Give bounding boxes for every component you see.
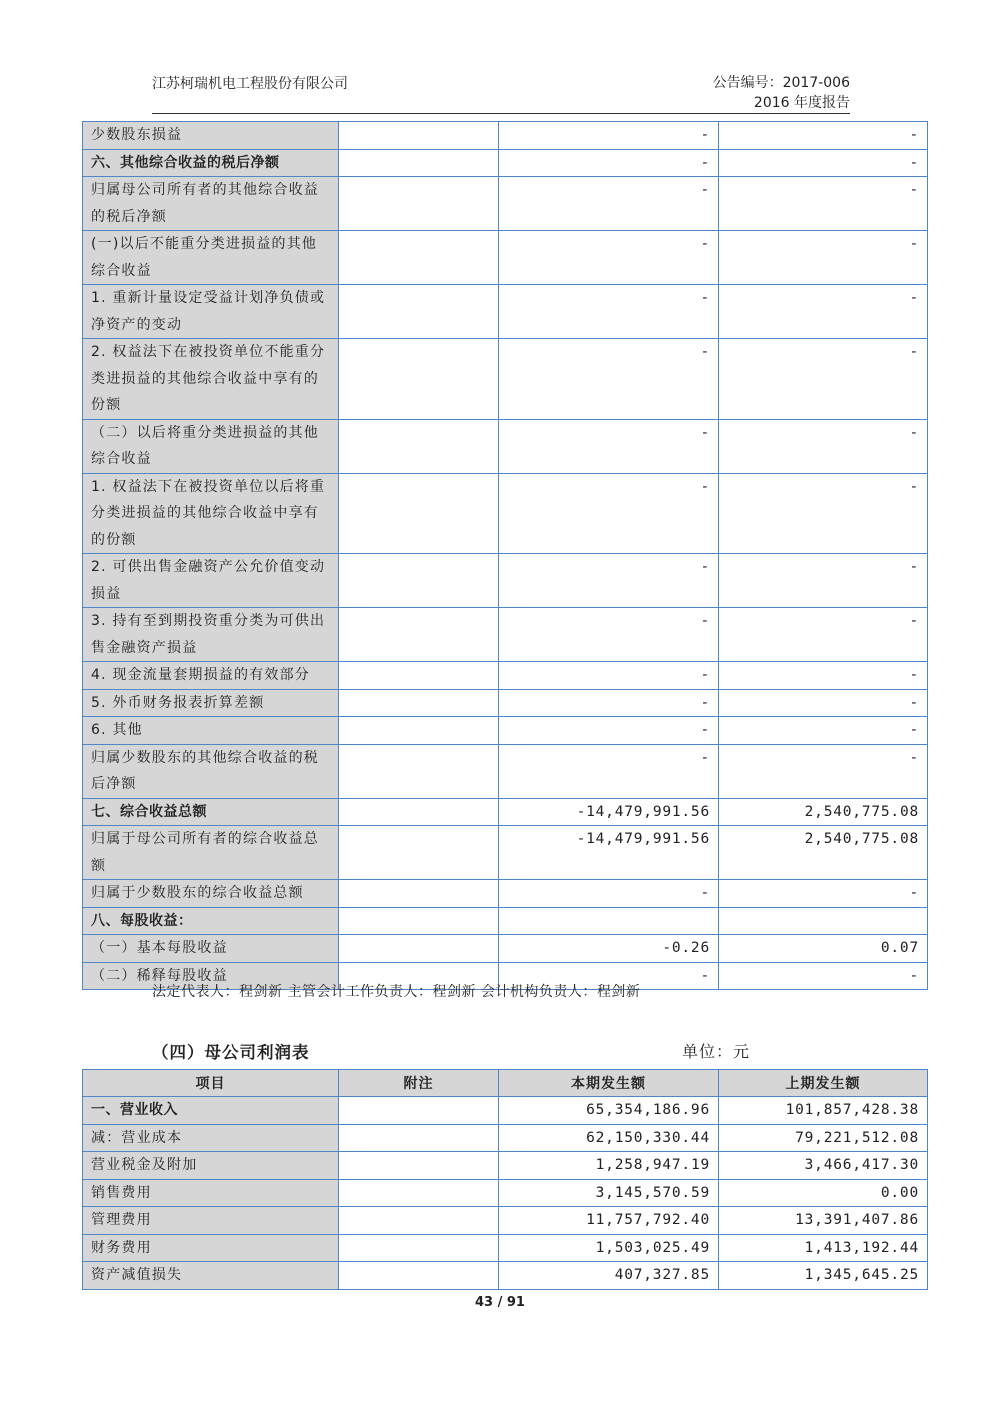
row-label: 少数股东损益: [83, 122, 339, 150]
row-label: （二）稀释每股收益: [83, 962, 339, 990]
row-note: [339, 689, 499, 717]
table-row: [83, 717, 928, 745]
row-note: [339, 339, 499, 420]
unit-label: 单位：元: [682, 1042, 751, 1061]
row-previous-period: -: [719, 231, 928, 285]
row-previous-period: 2,540,775.08: [719, 798, 928, 826]
table-row: [83, 1097, 928, 1125]
row-label: 七、综合收益总额: [83, 798, 339, 826]
row-label: 财务费用: [83, 1234, 339, 1262]
row-note: [339, 177, 499, 231]
signatures-line: 法定代表人：程剑新 主管会计工作负责人：程剑新 会计机构负责人：程剑新: [152, 984, 641, 1000]
row-current-period: -14,479,991.56: [499, 826, 719, 880]
table-row: [83, 1234, 928, 1262]
header-note: 附注: [339, 1070, 499, 1097]
row-previous-period: -: [719, 662, 928, 690]
row-note: [339, 1179, 499, 1207]
table-row: [83, 935, 928, 963]
page-number: 43 / 91: [475, 1295, 525, 1310]
row-previous-period: 2,540,775.08: [719, 826, 928, 880]
row-current-period: -: [499, 149, 719, 177]
row-note: [339, 285, 499, 339]
row-previous-period: -: [719, 285, 928, 339]
company-name: 江苏柯瑞机电工程股份有限公司: [152, 76, 348, 92]
row-label: 5. 外币财务报表折算差额: [83, 689, 339, 717]
row-current-period: [499, 907, 719, 935]
row-current-period: -0.26: [499, 935, 719, 963]
row-note: [339, 149, 499, 177]
row-note: [339, 1152, 499, 1180]
row-current-period: -: [499, 419, 719, 473]
comprehensive-income-table: [82, 121, 928, 990]
row-previous-period: -: [719, 717, 928, 745]
row-current-period: 1,258,947.19: [499, 1152, 719, 1180]
row-current-period: -: [499, 554, 719, 608]
table-row: [83, 285, 928, 339]
row-note: [339, 608, 499, 662]
row-current-period: -: [499, 608, 719, 662]
table-row: [83, 149, 928, 177]
table-row: [83, 473, 928, 554]
row-label: 4. 现金流量套期损益的有效部分: [83, 662, 339, 690]
row-previous-period: 13,391,407.86: [719, 1207, 928, 1235]
header-previous-period: 上期发生额: [719, 1070, 928, 1097]
row-label: （二）以后将重分类进损益的其他综合收益: [83, 419, 339, 473]
header-current-period: 本期发生额: [499, 1070, 719, 1097]
row-current-period: 1,503,025.49: [499, 1234, 719, 1262]
row-label: 3. 持有至到期投资重分类为可供出售金融资产损益: [83, 608, 339, 662]
row-label: 资产减值损失: [83, 1262, 339, 1290]
row-previous-period: -: [719, 339, 928, 420]
row-current-period: -: [499, 231, 719, 285]
row-previous-period: 1,345,645.25: [719, 1262, 928, 1290]
row-current-period: 11,757,792.40: [499, 1207, 719, 1235]
table-row: [83, 880, 928, 908]
row-current-period: -: [499, 744, 719, 798]
row-note: [339, 662, 499, 690]
row-note: [339, 1262, 499, 1290]
table-row: [83, 122, 928, 150]
row-current-period: 3,145,570.59: [499, 1179, 719, 1207]
row-previous-period: -: [719, 608, 928, 662]
parent-income-statement-table: [82, 1069, 928, 1290]
row-previous-period: -: [719, 122, 928, 150]
table-row: [83, 1207, 928, 1235]
section-title: （四）母公司利润表: [152, 1043, 310, 1062]
row-current-period: -: [499, 473, 719, 554]
row-previous-period: -: [719, 689, 928, 717]
table-row: [83, 744, 928, 798]
row-note: [339, 935, 499, 963]
row-note: [339, 717, 499, 745]
row-current-period: 62,150,330.44: [499, 1124, 719, 1152]
row-current-period: -: [499, 177, 719, 231]
row-previous-period: 0.07: [719, 935, 928, 963]
table-row: [83, 339, 928, 420]
report-header-info: [713, 73, 850, 113]
table-row: [83, 1179, 928, 1207]
row-note: [339, 744, 499, 798]
row-previous-period: -: [719, 149, 928, 177]
table-row: [83, 419, 928, 473]
row-previous-period: -: [719, 473, 928, 554]
row-note: [339, 907, 499, 935]
row-previous-period: 1,413,192.44: [719, 1234, 928, 1262]
header-divider: [152, 113, 850, 114]
table-row: [83, 231, 928, 285]
row-label: 销售费用: [83, 1179, 339, 1207]
row-label: 管理费用: [83, 1207, 339, 1235]
row-previous-period: [719, 907, 928, 935]
row-current-period: -: [499, 285, 719, 339]
row-previous-period: -: [719, 419, 928, 473]
row-current-period: 407,327.85: [499, 1262, 719, 1290]
row-current-period: -: [499, 717, 719, 745]
row-note: [339, 473, 499, 554]
row-label: 减：营业成本: [83, 1124, 339, 1152]
table-row: [83, 1124, 928, 1152]
row-label: 归属母公司所有者的其他综合收益的税后净额: [83, 177, 339, 231]
row-previous-period: -: [719, 554, 928, 608]
row-label: 营业税金及附加: [83, 1152, 339, 1180]
row-note: [339, 122, 499, 150]
row-label: 归属少数股东的其他综合收益的税后净额: [83, 744, 339, 798]
row-label: 1. 重新计量设定受益计划净负债或净资产的变动: [83, 285, 339, 339]
row-previous-period: 3,466,417.30: [719, 1152, 928, 1180]
table-row: [83, 662, 928, 690]
row-previous-period: -: [719, 962, 928, 990]
table-row: [83, 177, 928, 231]
row-current-period: -: [499, 962, 719, 990]
row-current-period: -: [499, 122, 719, 150]
header-item: 项目: [83, 1070, 339, 1097]
row-current-period: -14,479,991.56: [499, 798, 719, 826]
table-row: [83, 608, 928, 662]
row-label: 2. 可供出售金融资产公允价值变动损益: [83, 554, 339, 608]
row-label: 1. 权益法下在被投资单位以后将重分类进损益的其他综合收益中享有的份额: [83, 473, 339, 554]
row-previous-period: 79,221,512.08: [719, 1124, 928, 1152]
row-note: [339, 419, 499, 473]
row-previous-period: -: [719, 177, 928, 231]
row-label: 八、每股收益：: [83, 907, 339, 935]
table-row: [83, 1152, 928, 1180]
row-note: [339, 554, 499, 608]
row-label: (一)以后不能重分类进损益的其他综合收益: [83, 231, 339, 285]
row-current-period: 65,354,186.96: [499, 1097, 719, 1125]
row-note: [339, 1207, 499, 1235]
row-current-period: -: [499, 662, 719, 690]
row-current-period: -: [499, 689, 719, 717]
row-label: 一、营业收入: [83, 1097, 339, 1125]
table-row: [83, 798, 928, 826]
row-note: [339, 1124, 499, 1152]
table-row: [83, 689, 928, 717]
row-label: 6. 其他: [83, 717, 339, 745]
row-note: [339, 1097, 499, 1125]
report-title: 2016 年度报告: [753, 95, 850, 111]
row-previous-period: 101,857,428.38: [719, 1097, 928, 1125]
announcement-number: 公告编号：2017-006: [712, 75, 850, 91]
row-label: 归属于少数股东的综合收益总额: [83, 880, 339, 908]
row-label: 2. 权益法下在被投资单位不能重分类进损益的其他综合收益中享有的份额: [83, 339, 339, 420]
table-row: [83, 1262, 928, 1290]
row-note: [339, 231, 499, 285]
row-previous-period: 0.00: [719, 1179, 928, 1207]
table-row: [83, 907, 928, 935]
table-header-row: [83, 1070, 928, 1097]
row-current-period: -: [499, 339, 719, 420]
row-previous-period: -: [719, 880, 928, 908]
row-label: 归属于母公司所有者的综合收益总额: [83, 826, 339, 880]
row-note: [339, 1234, 499, 1262]
table-row: [83, 554, 928, 608]
row-note: [339, 798, 499, 826]
row-note: [339, 880, 499, 908]
row-label: （一）基本每股收益: [83, 935, 339, 963]
row-current-period: -: [499, 880, 719, 908]
row-note: [339, 826, 499, 880]
row-previous-period: -: [719, 744, 928, 798]
table-row: [83, 826, 928, 880]
row-label: 六、其他综合收益的税后净额: [83, 149, 339, 177]
